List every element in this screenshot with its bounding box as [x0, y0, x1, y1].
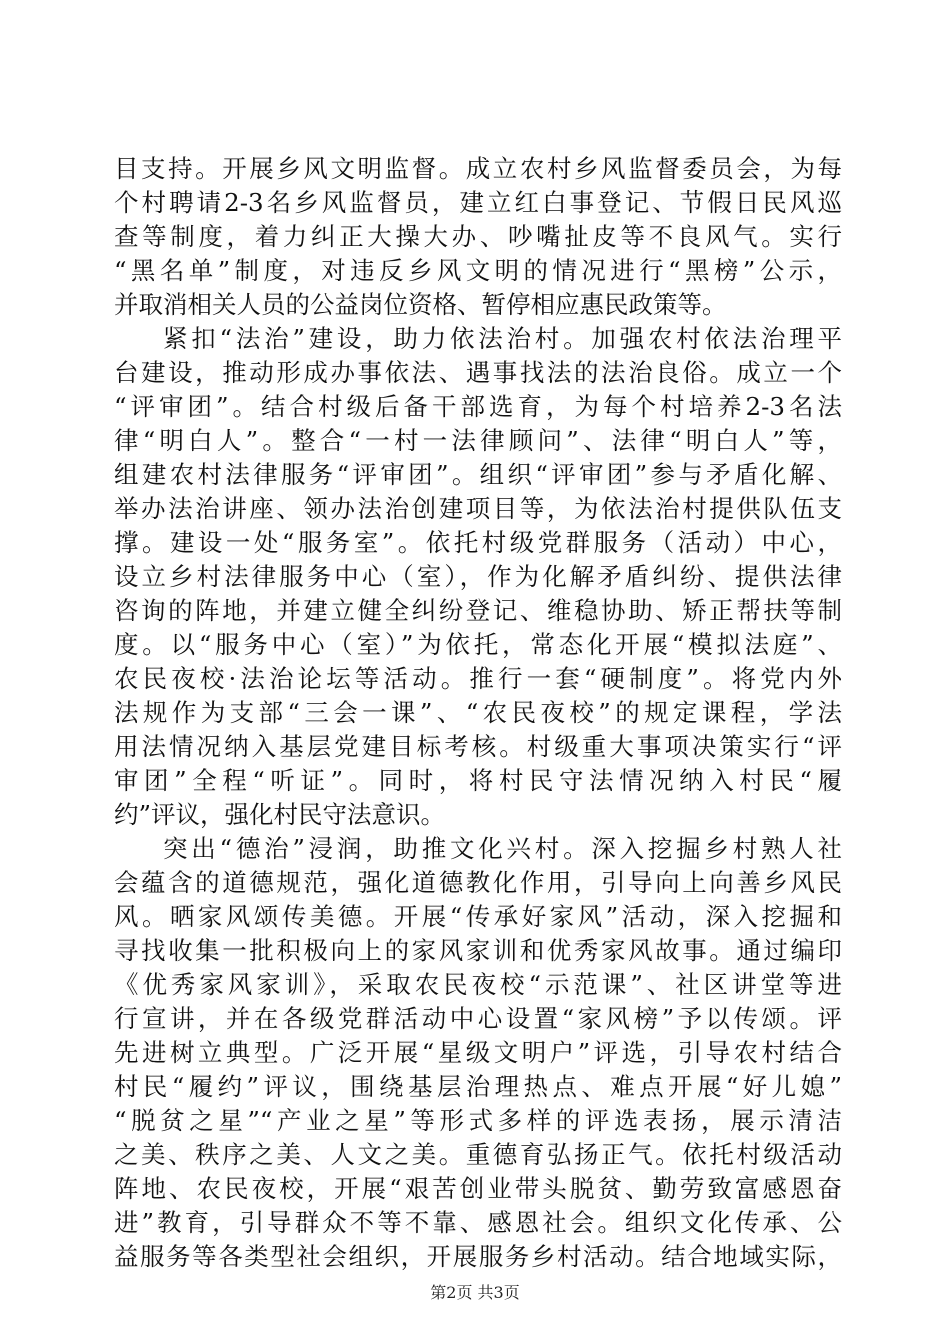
text-line: 突出“德治”浸润，助推文化兴村。深入挖掘乡村熟人社 [163, 834, 842, 863]
page-footer: 第2页 共3页 [430, 1283, 520, 1302]
text-line: “黑名单”制度，对违反乡风文明的情况进行“黑榜”公示， [114, 256, 842, 285]
body-text [114, 152, 842, 1274]
text-line: 风。晒家风颂传美德。开展“传承好家风”活动，深入挖掘和 [114, 902, 842, 931]
text-line: 撑。建设一处“服务室”。依托村级党群服务（活动）中心， [114, 528, 842, 557]
text-line: 台建设，推动形成办事依法、遇事找法的法治良俗。成立一个 [114, 358, 842, 387]
text-line: 审团”全程“听证”。同时，将村民守法情况纳入村民“履 [114, 766, 842, 795]
text-line: 行宣讲，并在各级党群活动中心设置“家风榜”予以传颂。评 [114, 1004, 842, 1033]
text-line: 先进树立典型。广泛开展“星级文明户”评选，引导农村结合 [114, 1038, 842, 1067]
text-line: 紧扣“法治”建设，助力依法治村。加强农村依法治理平 [163, 324, 842, 353]
text-line: 咨询的阵地，并建立健全纠纷登记、维稳协助、矫正帮扶等制 [114, 596, 842, 625]
text-line: 会蕴含的道德规范，强化道德教化作用，引导向上向善乡风民 [114, 868, 842, 897]
text-line: 约”评议，强化村民守法意识。 [114, 800, 446, 829]
text-line: 阵地、农民夜校，开展“艰苦创业带头脱贫、勤劳致富感恩奋 [114, 1174, 842, 1203]
text-line: 益服务等各类型社会组织，开展服务乡村活动。结合地域实际， [114, 1242, 842, 1271]
text-line: 用法情况纳入基层党建目标考核。村级重大事项决策实行“评 [114, 732, 842, 761]
text-line: 法规作为支部“三会一课”、“农民夜校”的规定课程，学法 [114, 698, 842, 727]
text-line: 度。以“服务中心（室）”为依托，常态化开展“模拟法庭”、 [114, 630, 842, 659]
text-line: 村民“履约”评议，围绕基层治理热点、难点开展“好儿媳” [114, 1072, 842, 1101]
text-line: 目支持。开展乡风文明监督。成立农村乡风监督委员会，为每 [114, 154, 842, 183]
text-line: 进”教育，引导群众不等不靠、感恩社会。组织文化传承、公 [114, 1208, 842, 1237]
text-line: 查等制度，着力纠正大操大办、吵嘴扯皮等不良风气。实行 [114, 222, 842, 251]
text-line: 寻找收集一批积极向上的家风家训和优秀家风故事。通过编印 [114, 936, 842, 965]
text-line: 律“明白人”。整合“一村一法律顾问”、法律“明白人”等， [114, 426, 842, 455]
text-line: 设立乡村法律服务中心（室），作为化解矛盾纠纷、提供法律 [114, 562, 842, 591]
text-line: 并取消相关人员的公益岗位资格、暂停相应惠民政策等。 [114, 290, 727, 319]
text-line: 之美、秩序之美、人文之美。重德育弘扬正气。依托村级活动 [114, 1140, 842, 1169]
text-line: 举办法治讲座、领办法治创建项目等，为依法治村提供队伍支 [114, 494, 842, 523]
text-line: 个村聘请2-3名乡风监督员，建立红白事登记、节假日民风巡 [114, 188, 842, 217]
text-line: 组建农村法律服务“评审团”。组织“评审团”参与矛盾化解、 [114, 460, 842, 489]
text-line: 农民夜校·法治论坛等活动。推行一套“硬制度”。将党内外 [114, 664, 842, 693]
text-line: “脱贫之星”“产业之星”等形式多样的评选表扬，展示清洁 [114, 1106, 842, 1135]
text-line: 《优秀家风家训》，采取农民夜校“示范课”、社区讲堂等进 [114, 970, 842, 999]
text-line: “评审团”。结合村级后备干部选育，为每个村培养2-3名法 [114, 392, 842, 421]
